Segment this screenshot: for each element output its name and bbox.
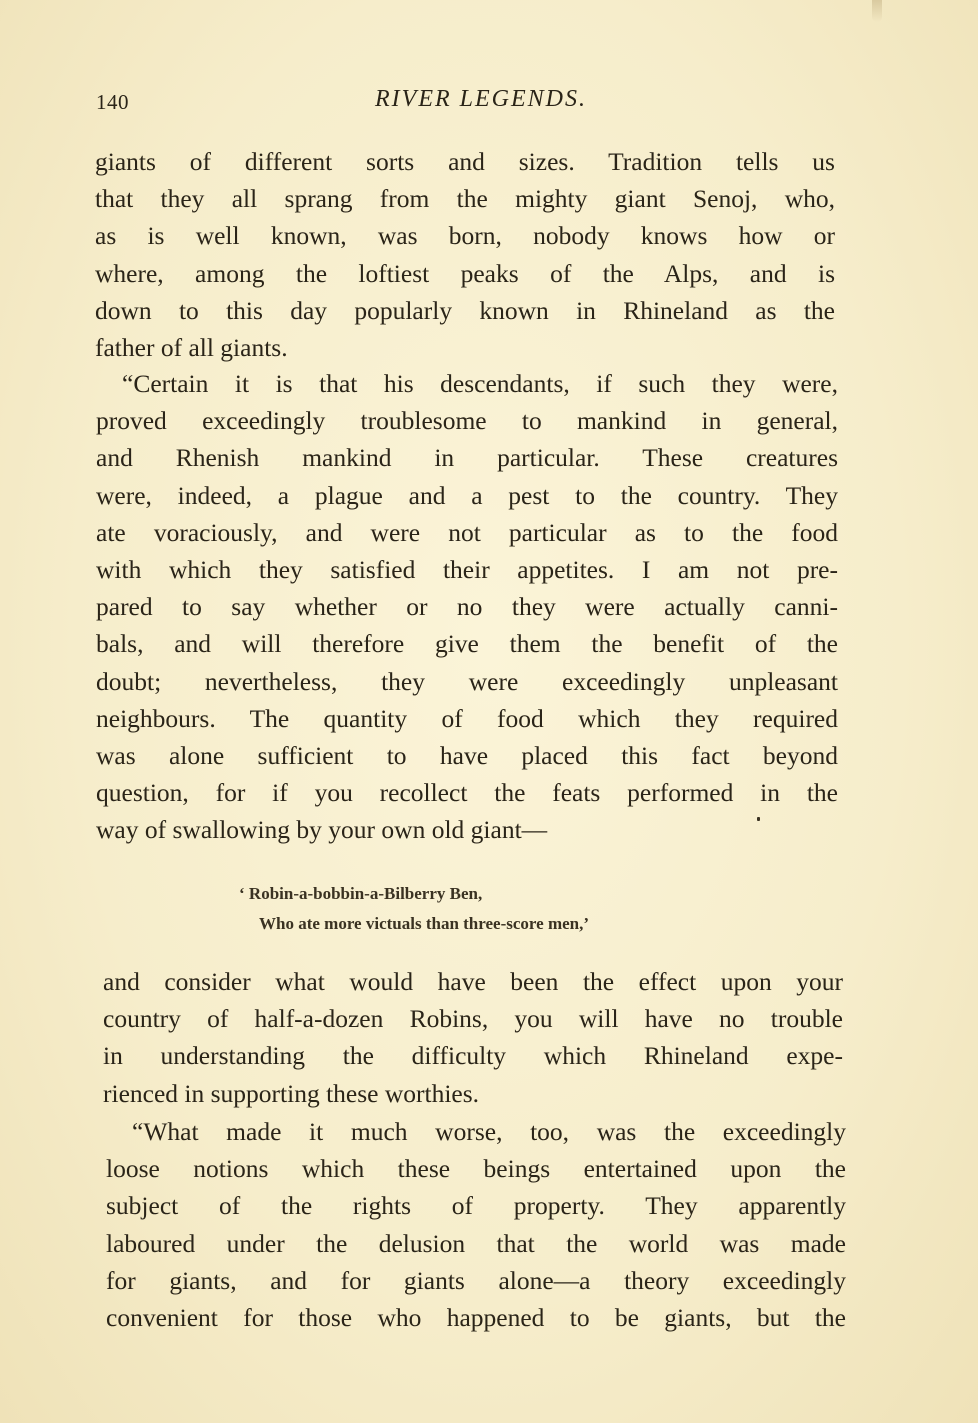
text-line: and Rhenish mankind in particular. These creatures [96,443,838,473]
text-line: giants of different sorts and sizes. Tradition tells us [95,147,835,176]
text-line: pared to say whether or no they were actually canni- [96,592,838,622]
paragraph-4 [106,1113,846,1336]
text-line: “What made it much worse, too, was the exceedingly [132,1117,846,1146]
text-line: ate voraciously, and were not particular as to the food [96,517,838,547]
text-line: down to this day popularly known in Rhineland as the [95,295,835,325]
verse-line-2: Who ate more victuals than three-score men,’ [259,914,590,933]
text-line: were, indeed, a plague and a pest to the country. They [96,480,838,510]
print-speck [757,817,760,821]
page-edge-mark [872,0,882,22]
paragraph-2 [96,365,838,848]
text-line: country of half-a-dozen Robins, you will have no trouble [103,1004,843,1034]
text-line: convenient for those who happened to be giants, but the [106,1302,846,1332]
text-line: that they all sprang from the mighty giant Senoj, who, [95,184,835,214]
running-head [96,86,836,120]
verse-quote [239,879,589,939]
text-line: loose notions which these beings entertained upon the [106,1154,846,1184]
text-line: way of swallowing by your own old giant— [96,815,548,845]
paragraph-3 [103,963,843,1112]
text-line: subject of the rights of property. They apparently [106,1191,846,1221]
text-line: bals, and will therefore give them the benefit of the [96,629,838,659]
text-line: where, among the loftiest peaks of the Alps, and is [95,258,835,288]
verse-line-1: ‘ Robin-a-bobbin-a-Bilberry Ben, [239,884,483,903]
text-line: as is well known, was born, nobody knows how or [95,221,835,251]
running-title: RIVER LEGENDS. [375,86,587,112]
text-line: laboured under the delusion that the world was made [106,1228,846,1258]
text-line: for giants, and for giants alone—a theory exceedingly [106,1265,846,1295]
text-line: “Certain it is that his descendants, if such they were, [122,369,838,398]
page-number: 140 [96,90,129,114]
paragraph-1 [95,143,835,366]
text-line: doubt; nevertheless, they were exceedingly unpleasant [96,666,838,696]
text-line: father of all giants. [95,332,288,362]
text-line: proved exceedingly troublesome to mankind in general, [96,406,838,436]
text-line: with which they satisfied their appetites. I am not pre- [96,554,838,584]
text-line: and consider what would have been the effect upon your [103,967,843,996]
text-line: rienced in supporting these worthies. [103,1078,480,1108]
text-line: was alone sufficient to have placed this fact beyond [96,740,838,770]
text-line: question, for if you recollect the feats performed in the [96,778,838,808]
text-line: in understanding the difficulty which Rhineland expe- [103,1041,843,1071]
text-line: neighbours. The quantity of food which they required [96,703,838,733]
